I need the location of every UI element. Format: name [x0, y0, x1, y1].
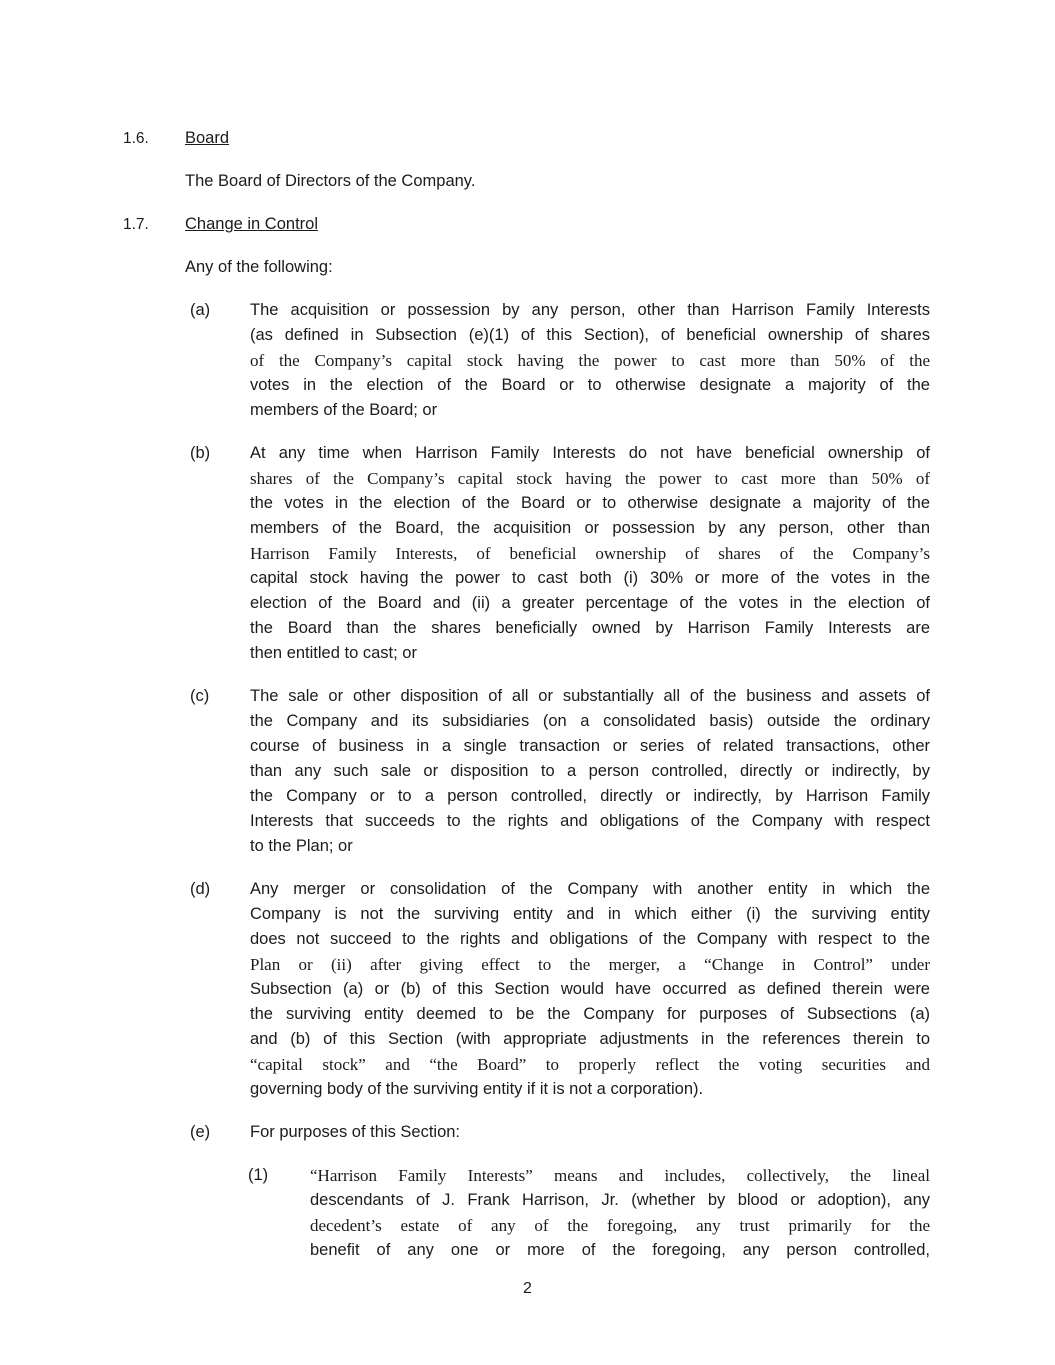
- item-marker: (d): [190, 880, 211, 898]
- text-line: At any time when Harrison Family Interests do not have beneficial ownership of: [250, 444, 930, 462]
- lettered-item: [190, 684, 930, 859]
- text-line: than any such sale or disposition to a person controlled, directly or indirectly, by: [250, 762, 930, 780]
- page-number: 2: [523, 1280, 532, 1297]
- text-line: benefit of any one or more of the foregoing, any person controlled,: [310, 1241, 930, 1259]
- item-lines: [250, 1120, 930, 1145]
- text-line: The sale or other disposition of all or substantially all of the business and assets of: [250, 687, 930, 705]
- text-line: The acquisition or possession by any person, other than Harrison Family Interests: [250, 301, 930, 319]
- section-number: 1.6.: [123, 130, 149, 147]
- lettered-item: [190, 298, 930, 423]
- paragraph: The Board of Directors of the Company.: [185, 172, 476, 190]
- text-line: to the Plan; or: [250, 837, 353, 855]
- text-line: course of business in a single transaction or series of related transactions, other: [250, 737, 930, 755]
- item-lines: [250, 877, 930, 1102]
- text-line: shares of the Company’s capital stock having the power to cast more than 50% of: [250, 469, 930, 488]
- text-line: does not succeed to the rights and obligations of the Company with respect to the: [250, 930, 930, 948]
- text-line: and (b) of this Section (with appropriate adjustments in the references therein to: [250, 1030, 930, 1048]
- item-marker: (c): [190, 687, 210, 705]
- text-line: votes in the election of the Board or to otherwise designate a majority of the: [250, 376, 930, 394]
- text-line: then entitled to cast; or: [250, 644, 417, 662]
- text-line: Harrison Family Interests, of beneficial ownership of shares of the Company’s: [250, 544, 930, 563]
- item-marker: (b): [190, 444, 211, 462]
- text-line: (as defined in Subsection (e)(1) of this Section), of beneficial ownership of shares: [250, 326, 930, 344]
- text-line: members of the Board, the acquisition or possession by any person, other than: [250, 519, 930, 537]
- text-line: the Company or to a person controlled, directly or indirectly, by Harrison Family: [250, 787, 930, 805]
- text-line: election of the Board and (ii) a greater percentage of the votes in the election of: [250, 594, 930, 612]
- section-number: 1.7.: [123, 216, 149, 233]
- text-line: the Board than the shares beneficially owned by Harrison Family Interests are: [250, 619, 930, 637]
- item-marker: (1): [248, 1166, 269, 1184]
- item-lines: [310, 1163, 930, 1263]
- lettered-item: [190, 877, 930, 1102]
- text-line: descendants of J. Frank Harrison, Jr. (whether by blood or adoption), any: [310, 1191, 930, 1209]
- text-line: For purposes of this Section:: [250, 1123, 461, 1141]
- text-line: “Harrison Family Interests” means and includes, collectively, the lineal: [310, 1166, 930, 1185]
- text-line: “capital stock” and “the Board” to properly reflect the voting securities and: [250, 1055, 930, 1074]
- paragraph: Any of the following:: [185, 258, 333, 276]
- text-line: the surviving entity deemed to be the Company for purposes of Subsections (a): [250, 1005, 930, 1023]
- text-line: capital stock having the power to cast both (i) 30% or more of the votes in the: [250, 569, 930, 587]
- item-lines: [250, 298, 930, 423]
- item-lines: [250, 441, 930, 666]
- text-line: governing body of the surviving entity if it is not a corporation).: [250, 1080, 704, 1098]
- text-line: members of the Board; or: [250, 401, 438, 419]
- text-line: the Company and its subsidiaries (on a consolidated basis) outside the ordinary: [250, 712, 930, 730]
- item-marker: (e): [190, 1123, 211, 1141]
- lettered-item: [190, 441, 930, 666]
- text-line: Plan or (ii) after giving effect to the merger, a “Change in Control” under: [250, 955, 930, 974]
- text-line: Company is not the surviving entity and in which either (i) the surviving entity: [250, 905, 930, 923]
- text-line: Subsection (a) or (b) of this Section would have occurred as defined therein were: [250, 980, 930, 998]
- text-line: of the Company’s capital stock having the power to cast more than 50% of the: [250, 351, 930, 370]
- text-line: Any merger or consolidation of the Company with another entity in which the: [250, 880, 930, 898]
- numbered-item: [248, 1163, 930, 1263]
- item-lines: [250, 684, 930, 859]
- text-line: the votes in the election of the Board or to otherwise designate a majority of the: [250, 494, 930, 512]
- section-heading: [123, 126, 930, 151]
- item-marker: (a): [190, 301, 211, 319]
- section-heading: [123, 212, 930, 237]
- lettered-item: [190, 1120, 930, 1145]
- section-title: Change in Control: [185, 215, 318, 233]
- text-line: decedent’s estate of any of the foregoing, any trust primarily for the: [310, 1216, 930, 1235]
- text-line: Interests that succeeds to the rights and obligations of the Company with respect: [250, 812, 930, 830]
- section-title: Board: [185, 129, 230, 147]
